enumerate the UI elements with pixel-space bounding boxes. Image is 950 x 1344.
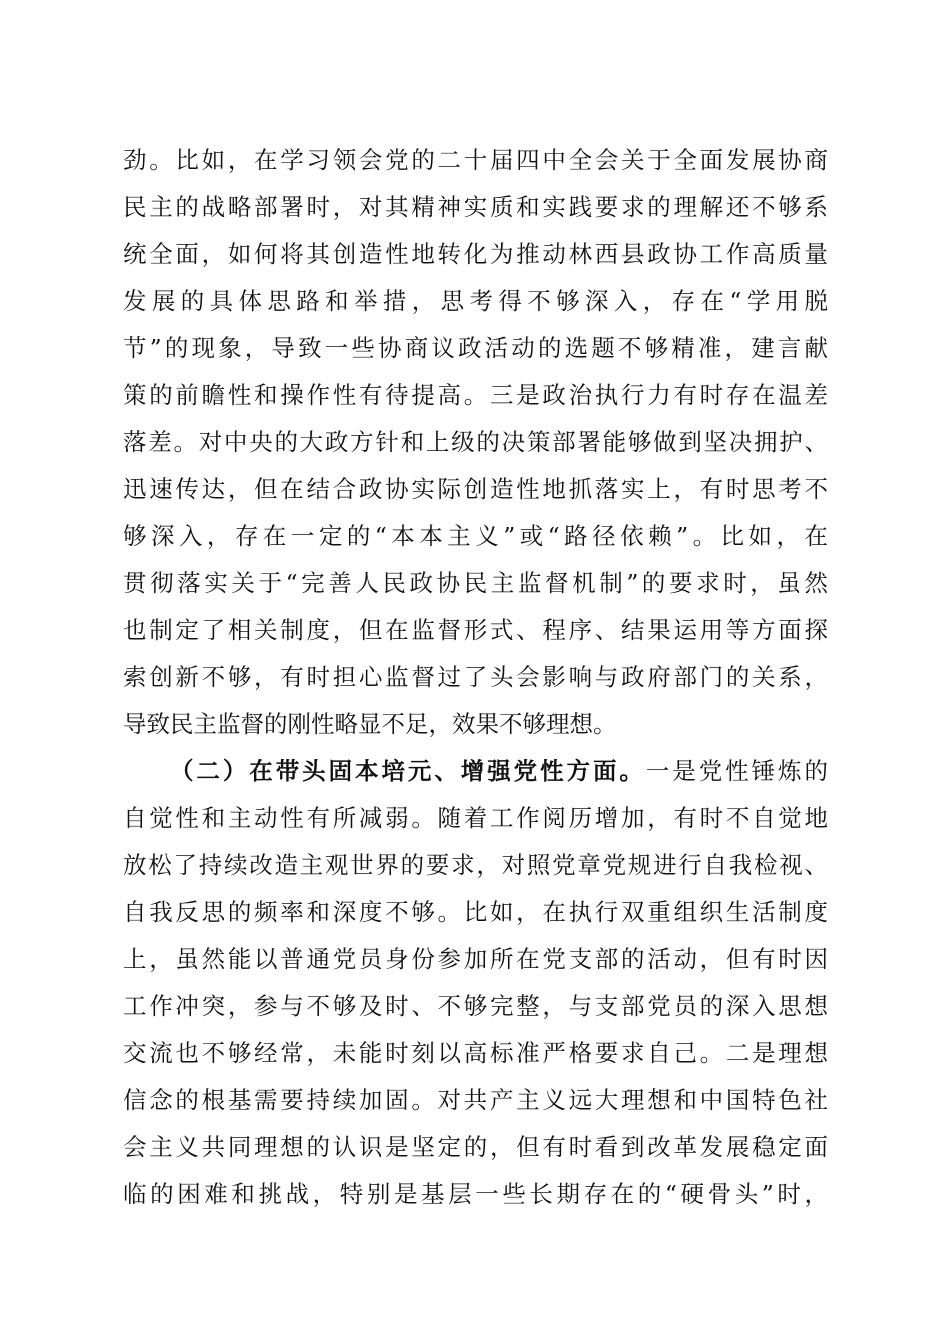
paragraph-1-line-13: 导致民主监督的刚性略显不足，效果不够理想。: [123, 710, 617, 738]
paragraph-2-line-1-rest: 一是党性锤炼的: [645, 757, 828, 785]
paragraph-1-line-2: 民主的战略部署时，对其精神实质和实践要求的理解还不够系: [123, 193, 828, 221]
paragraph-1-line-4: 发展的具体思路和举措，思考得不够深入，存在“学用脱: [123, 287, 828, 315]
paragraph-1-line-6: 策的前瞻性和操作性有待提高。三是政治执行力有时存在温差: [123, 381, 828, 409]
paragraph-1-line-11: 也制定了相关制度，但在监督形式、程序、结果运用等方面探: [123, 616, 828, 644]
paragraph-2-line-1: [170, 751, 828, 791]
paragraph-2-line-7: 交流也不够经常，未能时刻以高标准严格要求自己。二是理想: [123, 1039, 828, 1067]
paragraph-2-line-2: 自觉性和主动性有所减弱。随着工作阅历增加，有时不自觉地: [123, 804, 828, 832]
paragraph-2-line-9: 会主义共同理想的认识是坚定的，但有时看到改革发展稳定面: [123, 1133, 828, 1161]
paragraph-1-line-9: 够深入，存在一定的“本本主义”或“路径依赖”。比如，在: [123, 522, 828, 550]
paragraph-1-line-7: 落差。对中央的大政方针和上级的决策部署能够做到坚决拥护、: [123, 428, 828, 456]
paragraph-1-line-10: 贯彻落实关于“完善人民政协民主监督机制”的要求时，虽然: [123, 569, 828, 597]
section-heading: （二）在带头固本培元、增强党性方面。: [170, 757, 646, 785]
paragraph-1-line-8: 迅速传达，但在结合政协实际创造性地抓落实上，有时思考不: [123, 475, 828, 503]
paragraph-2-line-6: 工作冲突，参与不够及时、不够完整，与支部党员的深入思想: [123, 992, 828, 1020]
paragraph-1-line-12: 索创新不够，有时担心监督过了头会影响与政府部门的关系，: [123, 663, 828, 691]
paragraph-2-line-3: 放松了持续改造主观世界的要求，对照党章党规进行自我检视、: [123, 851, 828, 879]
paragraph-2-line-8: 信念的根基需要持续加固。对共产主义远大理想和中国特色社: [123, 1086, 828, 1114]
paragraph-1-line-5: 节”的现象，导致一些协商议政活动的选题不够精准，建言献: [123, 334, 828, 362]
paragraph-1-line-3: 统全面，如何将其创造性地转化为推动林西县政协工作高质量: [123, 240, 828, 268]
paragraph-2-line-4: 自我反思的频率和深度不够。比如，在执行双重组织生活制度: [123, 898, 828, 926]
paragraph-2-line-10: 临的困难和挑战，特别是基层一些长期存在的“硬骨头”时，: [123, 1180, 828, 1208]
paragraph-2-line-5: 上，虽然能以普通党员身份参加所在党支部的活动，但有时因: [123, 945, 828, 973]
paragraph-1-line-1: 劲。比如，在学习领会党的二十届四中全会关于全面发展协商: [123, 146, 828, 174]
